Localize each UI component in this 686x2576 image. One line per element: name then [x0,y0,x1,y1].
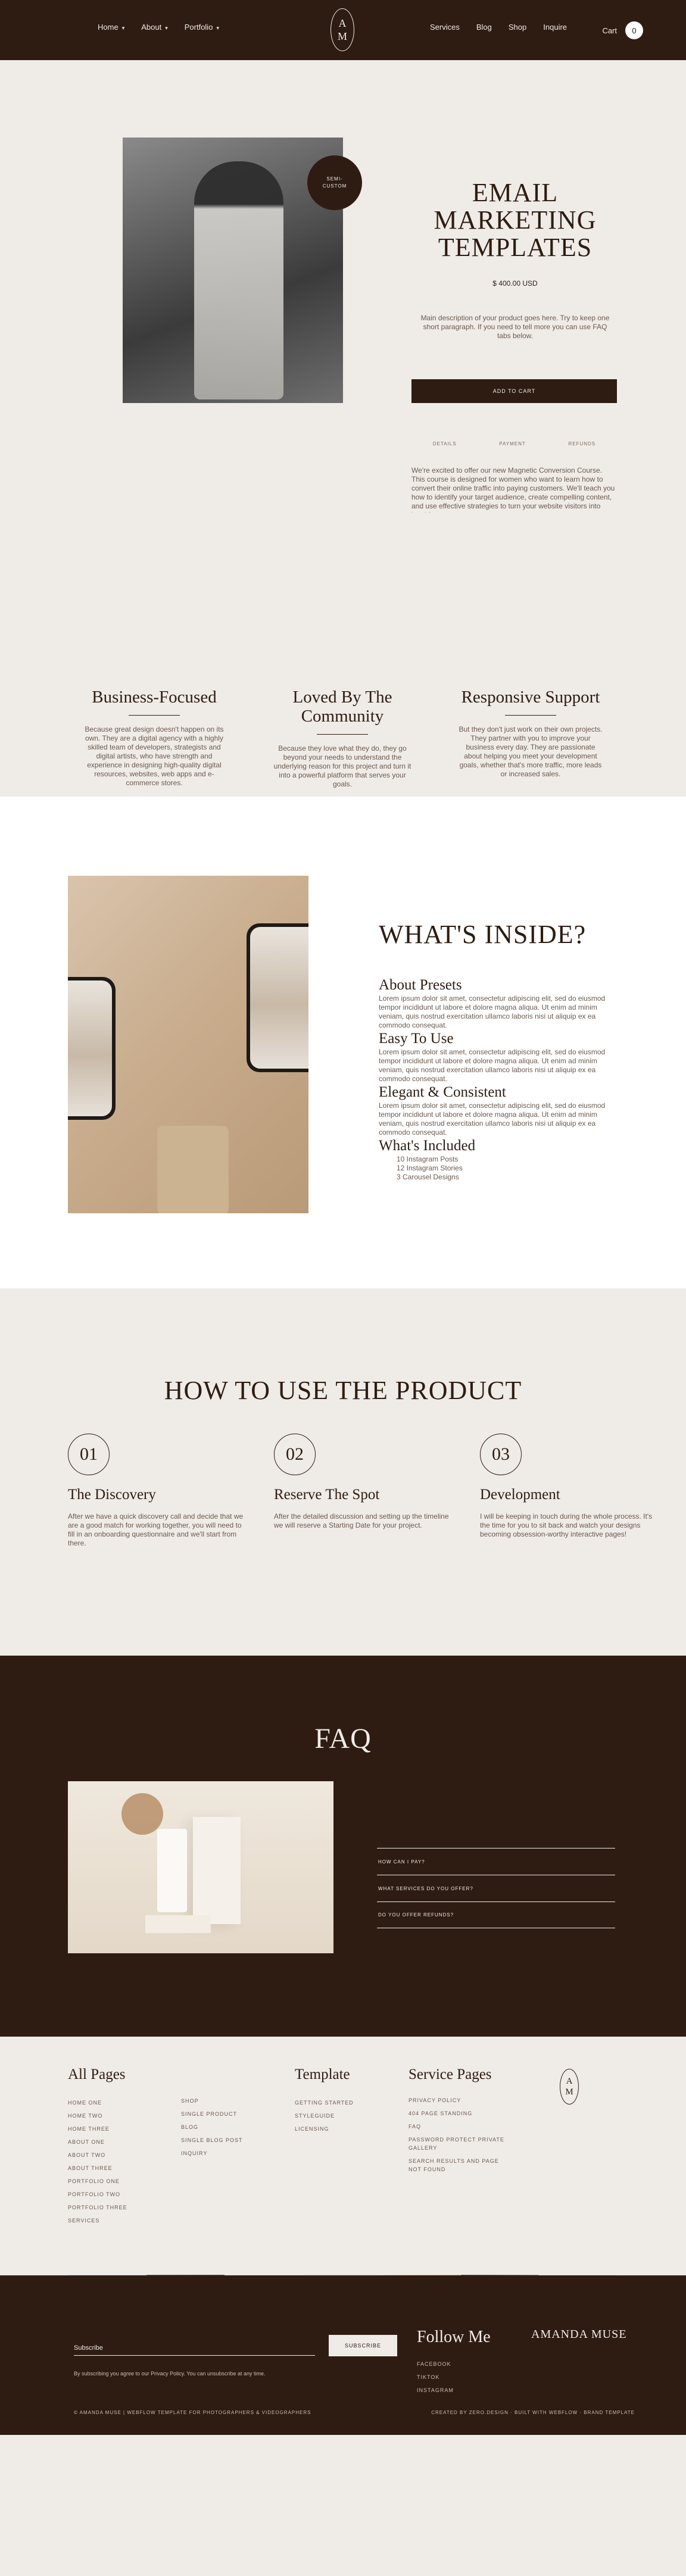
semi-custom-badge [307,155,362,210]
features-section [0,513,686,797]
product-title: EMAIL MARKETING TEMPLATES [434,178,597,262]
copyright-text: © AMANDA MUSE | WEBFLOW TEMPLATE FOR PHOTOGRAPHERS & VIDEOGRAPHERS [74,2410,311,2415]
tab-details[interactable]: DETAILS [432,441,457,446]
primary-nav-right [430,23,567,32]
footer-link[interactable]: ABOUT TWO [68,2152,106,2158]
footer-all-pages-col2 [181,2094,243,2160]
site-logo[interactable] [330,8,354,51]
feature-title: Business-Focused [92,688,217,707]
faq-title: FAQ [314,1723,372,1754]
decor-circle [121,1793,163,1835]
footer-column-title: Template [295,2066,350,2082]
badge-line-2: CUSTOM [322,183,347,189]
logo-letter-bottom: M [565,2087,573,2097]
divider [317,734,368,735]
footer-column-title: All Pages [68,2066,126,2082]
follow-title: Follow Me [417,2328,491,2346]
feature-text: But they don't just work on their own projects. They partner with you to improve your business every day. They are passionate about helping you meet your development goals, whether that's more traffic, more leads or increased sales. [459,725,603,778]
social-links [417,2358,454,2397]
footer-link[interactable]: SINGLE BLOG POST [181,2137,243,2143]
tab-payment[interactable]: PAYMENT [499,441,526,446]
footer-link[interactable]: ABOUT THREE [68,2165,113,2171]
cart-button[interactable] [602,21,643,39]
nav-blog[interactable]: Blog [476,23,492,32]
logo-letter-top: A [566,2077,573,2086]
nav-shop[interactable]: Shop [508,23,527,32]
section-heading: Elegant & Consistent [379,1084,506,1100]
list-item: 3 Carousel Designs [397,1173,459,1181]
product-description: Main description of your product goes here. Try to keep one short paragraph. If you need to tell more you can use FAQ tabs below. [420,314,610,340]
footer-link[interactable]: PASSWORD PROTECT PRIVATE GALLERY [409,2137,504,2151]
feature-text: Because great design doesn't happen on its own. They are a digital agency with a highly skilled team of developers, strategists and digital artists, who have strength and experience in designing high-quality digital resources, websites, web apps and e-commerce stores. [85,725,224,787]
footer-template [295,2066,354,2135]
footer-link[interactable]: PORTFOLIO TWO [68,2191,121,2197]
how-to-section [0,1288,686,1656]
list-item: 12 Instagram Stories [397,1164,463,1172]
step-title: Reserve The Spot [274,1487,380,1503]
footer-link[interactable]: PORTFOLIO THREE [68,2205,127,2210]
footer-link[interactable]: SHOP [181,2098,199,2104]
whats-inside-section [0,797,686,1288]
product-section [0,60,686,513]
primary-nav-left [98,23,219,32]
cart-label: Cart [602,26,617,35]
product-price: $ 400.00 USD [492,279,538,288]
subscribe-note: By subscribing you agree to our Privacy Policy. You can unsubscribe at any time. [74,2371,266,2377]
footer-link-list [409,2096,510,2174]
footer-link[interactable]: GETTING STARTED [295,2100,354,2106]
tab-refunds[interactable]: REFUNDS [568,441,596,446]
nav-home-label: Home [98,23,119,32]
social-link-tiktok[interactable]: TIKTOK [417,2374,440,2380]
faq-list [377,1848,615,1928]
divider [129,715,180,716]
faq-item[interactable]: HOW CAN I PAY? [377,1848,615,1875]
included-list [379,1155,617,1182]
add-to-cart-button[interactable]: ADD TO CART [411,379,617,403]
footer-link[interactable]: HOME TWO [68,2113,103,2119]
footer-link[interactable]: BLOG [181,2124,199,2130]
footer-link[interactable]: PORTFOLIO ONE [68,2178,120,2184]
footer-link-list [68,2096,127,2227]
footer-service-pages [409,2066,510,2174]
footer-link[interactable]: SERVICES [68,2218,100,2224]
step-title: The Discovery [68,1487,156,1503]
faq-section [0,1656,686,2037]
feature-title: Loved By The Community [292,688,392,726]
step-discovery [68,1434,247,1548]
phone-screen [250,927,308,1069]
footer-logo[interactable] [560,2069,579,2104]
chevron-down-icon: ▾ [165,25,168,31]
footer-link[interactable]: ABOUT ONE [68,2139,105,2145]
footer-link[interactable]: STYLEGUIDE [295,2113,335,2119]
footer-link-list [295,2096,354,2135]
phone-mockup-image [68,876,308,1213]
site-footer [0,2275,686,2435]
chevron-down-icon: ▾ [216,25,219,31]
decor-box [193,1817,241,1924]
faq-item[interactable]: DO YOU OFFER REFUNDS? [377,1901,615,1928]
phone-mockup-left [68,977,116,1120]
nav-about[interactable] [141,23,168,32]
nav-portfolio-label: Portfolio [184,23,213,32]
product-tabs [411,441,617,446]
credit-text: CREATED BY ZERO.DESIGN · BUILT WITH WEBFLOW · BRAND TEMPLATE [431,2410,635,2415]
step-text: After the detailed discussion and setting up the timeline we will reserve a Starting Date for your project. [274,1512,449,1529]
logo-letter-top: A [338,17,347,29]
feature-text: Because they love what they do, they go beyond your needs to understand the underlying reason for this project and turn it into a powerful platform that serves your goals. [273,744,411,788]
site-header [0,0,686,60]
footer-link[interactable]: 404 PAGE STANDING [409,2110,473,2116]
footer-link[interactable]: SINGLE PRODUCT [181,2111,238,2117]
whats-inside-title: WHAT'S INSIDE? [379,920,587,949]
chevron-down-icon: ▾ [121,25,125,31]
step-title: Development [480,1487,560,1503]
badge-line-1: SEMI- [326,176,343,182]
subscribe-button[interactable]: SUBSCRIBE [329,2335,397,2356]
step-number: 01 [68,1434,110,1475]
footer-link[interactable]: HOME ONE [68,2100,102,2106]
footer-link-list [181,2094,243,2160]
how-to-title: HOW TO USE THE PRODUCT [164,1376,522,1405]
whats-inside-content [379,976,617,1182]
faq-product-image [68,1781,333,1953]
nav-inquire[interactable]: Inquire [543,23,567,32]
included-heading: What's Included [379,1138,476,1154]
section-heading: About Presets [379,977,462,993]
footer-link[interactable]: SEARCH RESULTS AND PAGE NOT FOUND [409,2158,499,2172]
footer-all-pages [68,2066,127,2227]
product-tab-content: We're excited to offer our new Magnetic Conversion Course. This course is designed for women who want to learn how to convert their online traffic into paying customers. We'll teach you how to identify your target audience, create compelling content, and use effective strategies to turn your website visitors into [411,466,615,510]
product-image-figure [194,161,283,399]
feature-loved-by-community [256,688,429,789]
feature-business-focused [68,688,241,788]
step-number: 02 [274,1434,316,1475]
subscribe-email-input[interactable]: Subscribe [74,2344,315,2356]
footer-link[interactable]: FAQ [409,2124,422,2130]
step-text: After we have a quick discovery call and decide that we are a good match for working together, you will need to fill in an onboarding questionnaire and we'll start from there. [68,1512,244,1547]
phone-mockup-right [247,923,308,1072]
nav-home[interactable] [98,23,124,32]
logo-letter-bottom: M [337,30,347,42]
social-link-instagram[interactable]: INSTAGRAM [417,2387,454,2393]
nav-services[interactable]: Services [430,23,460,32]
divider [505,715,556,716]
footer-brand[interactable]: AMANDA MUSE [531,2328,627,2341]
faq-item[interactable]: WHAT SERVICES DO YOU OFFER? [377,1875,615,1901]
wood-block [157,1126,229,1213]
step-number: 03 [480,1434,522,1475]
section-text: Lorem ipsum dolor sit amet, consectetur adipiscing elit, sed do eiusmod tempor incididunt ut labore et dolore magna aliqua. Ut enim ad minim veniam, quis nostrud exercitation ullamco laboris nisi ut aliquip ex ea commodo consequat. [379,1101,606,1136]
product-bottle [157,1829,187,1912]
nav-about-label: About [141,23,162,32]
footer-link[interactable]: LICENSING [295,2126,329,2132]
step-reserve [274,1434,453,1530]
list-item: 10 Instagram Posts [397,1155,459,1163]
footer-link[interactable]: HOME THREE [68,2126,110,2132]
footer-link[interactable]: INQUIRY [181,2150,208,2156]
section-text: Lorem ipsum dolor sit amet, consectetur adipiscing elit, sed do eiusmod tempor incididunt ut labore et dolore magna aliqua. Ut enim ad minim veniam, quis nostrud exercitation ullamco laboris nisi ut aliquip ex ea commodo consequat. [379,1048,606,1083]
cart-count-badge: 0 [625,21,643,39]
feature-title: Responsive Support [461,688,600,707]
social-link-facebook[interactable]: FACEBOOK [417,2361,451,2367]
decor-stand [145,1915,211,1933]
section-text: Lorem ipsum dolor sit amet, consectetur adipiscing elit, sed do eiusmod tempor incididunt ut labore et dolore magna aliqua. Ut enim ad minim veniam, quis nostrud exercitation ullamco laboris nisi ut aliquip ex ea commodo consequat. [379,994,606,1029]
section-heading: Easy To Use [379,1031,454,1047]
step-development [480,1434,659,1539]
footer-column-title: Service Pages [409,2066,492,2082]
footer-link[interactable]: PRIVACY POLICY [409,2097,462,2103]
feature-responsive-support [444,688,617,779]
step-text: I will be keeping in touch during the whole process. It's the time for you to sit back and watch your designs becoming obsession-worthy interactive pages! [480,1512,653,1538]
phone-screen [68,981,112,1116]
nav-portfolio[interactable] [185,23,219,32]
footer-links-section [0,2037,686,2275]
